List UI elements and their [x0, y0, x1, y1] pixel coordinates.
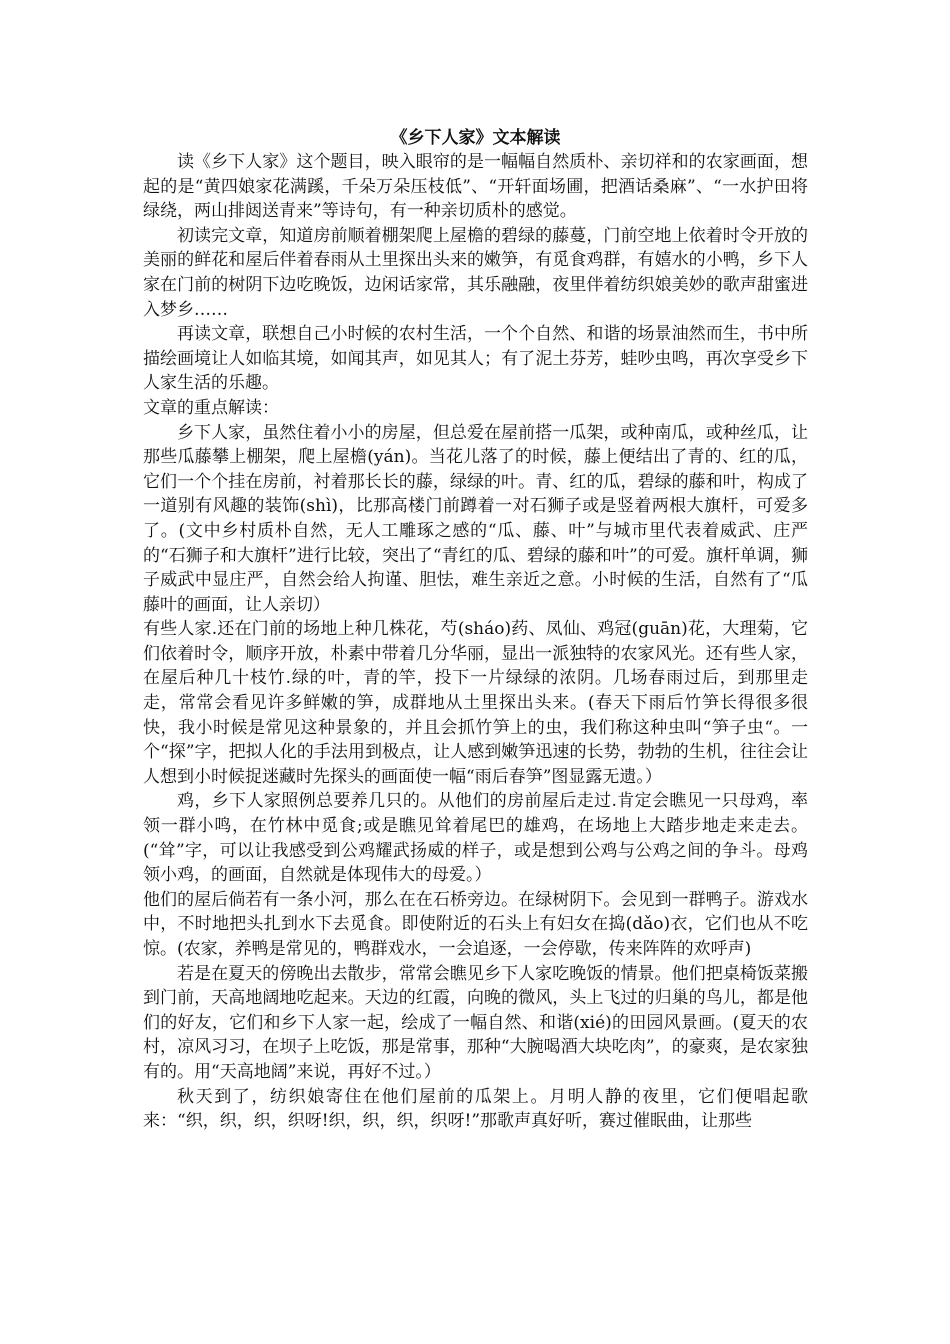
document-body: [143, 150, 808, 1134]
paragraph: 再读文章，联想自己小时候的农村生活，一个个自然、和谐的场景油然而生，书中所描绘画境让人如临其境，如闻其声，如见其人；有了泥土芬芳，蛙吵虫鸣，再次享受乡下人家生活的乐趣。: [143, 324, 808, 394]
paragraph: 若是在夏天的傍晚出去散步，常常会瞧见乡下人家吃晚饭的情景。他们把桌椅饭菜搬到门前，天高地阔地吃起来。天边的红霞，向晚的微风，头上飞过的归巢的鸟儿，都是他们的好友，它们和乡下人家一起，绘成了一幅自然、和谐(xié)的田园风景画。(夏天的农村，凉风习习，在坝子上吃饭，那是常事，那种“大腕喝酒大块吃肉”，的豪爽，是农家独有的。用“天高地阔”来说，再好不过。）: [143, 963, 808, 1082]
paragraph: 鸡，乡下人家照例总要养几只的。从他们的房前屋后走过.肯定会瞧见一只母鸡，率领一群小鸣，在竹林中觅食;或是瞧见耸着尾巴的雄鸡，在场地上大踏步地走来走去。(“耸”字，可以让我感受到公鸡耀武扬威的样子，或是想到公鸡与公鸡之间的争斗。母鸡领小鸡，的画面，自然就是体现伟大的母爱。）: [143, 791, 808, 886]
paragraph: 文章的重点解读：: [143, 397, 279, 418]
paragraph: 乡下人家，虽然住着小小的房屋，但总爱在屋前搭一瓜架，或种南瓜，或种丝瓜，让那些瓜藤攀上棚架，爬上屋檐(yán)。当花儿落了的时候，藤上便结出了青的、红的瓜，它们一个个挂在房前，衬着那长长的藤，绿绿的叶。青、红的瓜，碧绿的藤和叶，构成了一道别有风趣的装饰(shì)，比那高楼门前蹲着一对石狮子或是竖着两根大旗杆，可爱多了。(文中乡村质朴自然，无人工雕琢之感的“瓜、藤、叶”与城市里代表着威武、庄严的“石狮子和大旗杆”进行比较，突出了“青红的瓜、碧绿的藤和叶”的可爱。旗杆单调，狮子威武中显庄严，自然会给人拘谨、胆怯，难生亲近之意。小时候的生活，自然有了“瓜藤叶的画面，让人亲切）: [143, 422, 808, 615]
paragraph: 秋天到了，纺织娘寄住在他们屋前的瓜架上。月明人静的夜里，它们便唱起歌来：“织，织，织，织呀!织，织，织，织呀!”那歌声真好听，赛过催眠曲，让那些: [143, 1086, 808, 1132]
document-title: 《乡下人家》文本解读: [390, 128, 561, 148]
paragraph: 初读完文章，知道房前顺着棚架爬上屋檐的碧绿的藤蔓，门前空地上依着时令开放的美丽的鲜花和屋后伴着春雨从土里探出头来的嫩笋，有觅食鸡群，有嬉水的小鸭，乡下人家在门前的树阴下边吃晚饭，边闲话家常，其乐融融，夜里伴着纺织娘美妙的歌声甜蜜进入梦乡……: [143, 225, 808, 320]
paragraph: 有些人家.还在门前的场地上种几株花，芍(sháo)药、凤仙、鸡冠(guān)花，大理菊，它们依着时令，顺序开放，朴素中带着几分华丽，显出一派独特的农家风光。还有些人家，在屋后种几十枝竹.绿的叶，青的竿，投下一片绿绿的浓阴。几场春雨过后，到那里走走，常常会看见许多鲜嫩的笋，成群地从土里探出头来。(春天下雨后竹笋长得很多很快，我小时候是常见这种景象的，并且会抓竹笋上的虫，我们称这种虫叫“笋子虫“。一个“探”字，把拟人化的手法用到极点，让人感到嫩笋迅速的长势，勃勃的生机，往往会让人想到小时候捉迷藏时先探头的画面使一幅“雨后春笋”图显露无遗。）: [143, 619, 808, 787]
paragraph: 读《乡下人家》这个题目，映入眼帘的是一幅幅自然质朴、亲切祥和的农家画面，想起的是“黄四娘家花满蹊，千朵万朵压枝低”、“开轩面场圃，把酒话桑麻”、“一水护田将绿绕，两山排闼送青来”等诗句，有一种亲切质朴的感觉。: [143, 152, 808, 222]
paragraph: 他们的屋后倘若有一条小河，那么在在石桥旁边。在绿树阴下。会见到一群鸭子。游戏水中，不时地把头扎到水下去觅食。即使附近的石头上有妇女在捣(dǎo)衣，它们也从不吃惊。(农家，养鸭是常见的，鸭群戏水，一会追逐，一会停歇，传来阵阵的欢呼声): [143, 889, 808, 959]
